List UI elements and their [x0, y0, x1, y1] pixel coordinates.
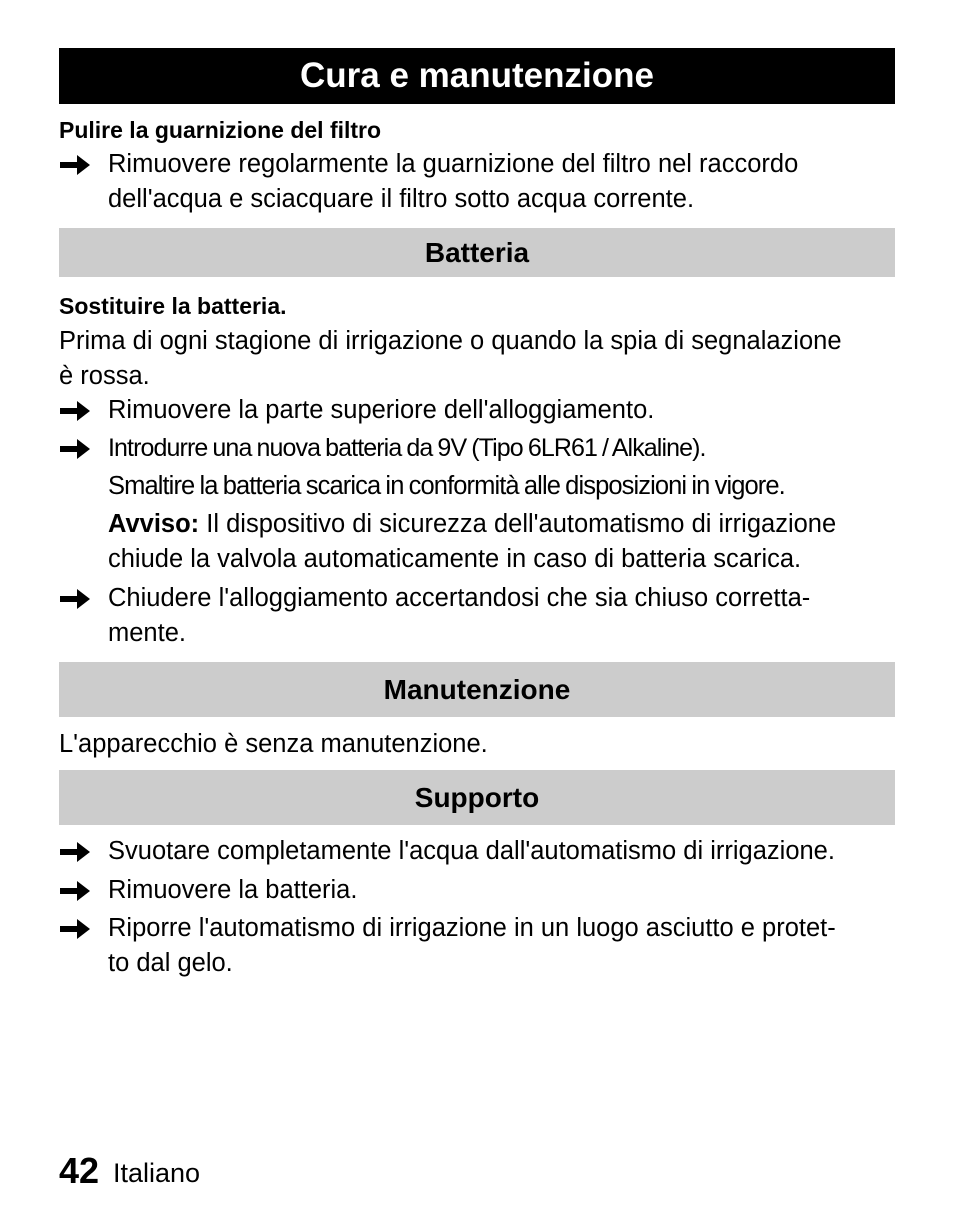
arrow-right-icon: [59, 154, 91, 176]
section-title-battery: Batteria: [59, 228, 895, 277]
warning-label: Avviso:: [108, 510, 200, 538]
warning-note: [108, 507, 836, 542]
arrow-right-icon: [59, 918, 91, 940]
warning-text: Il dispositivo di sicurezza dell'automatismo di irrigazione: [199, 510, 837, 538]
filter-heading: Pulire la guarnizione del filtro: [59, 117, 382, 143]
list-item-text: Rimuovere la batteria.: [108, 876, 358, 904]
page-number: 42: [59, 1150, 100, 1191]
battery-intro-line: è rossa.: [59, 362, 150, 390]
arrow-right-icon: [59, 588, 91, 610]
list-item-continuation: mente.: [108, 619, 186, 647]
list-item-continuation: dell'acqua e sciacquare il filtro sotto acqua corrente.: [108, 185, 695, 213]
list-item-text: Rimuovere regolarmente la guarnizione del filtro nel raccordo: [108, 150, 799, 178]
battery-intro-line: Prima di ogni stagione di irrigazione o quando la spia di segnalazione: [59, 327, 842, 355]
arrow-right-icon: [59, 841, 91, 863]
battery-heading: Sostituire la batteria.: [59, 293, 287, 319]
disposal-note: Smaltire la batteria scarica in conformità alle disposizioni in vigore.: [108, 472, 785, 500]
list-item-text: Svuotare completamente l'acqua dall'automatismo di irrigazione.: [108, 837, 835, 865]
section-title-storage: Supporto: [59, 770, 895, 825]
list-item-continuation: to dal gelo.: [108, 949, 233, 977]
footer-language: Italiano: [113, 1158, 201, 1188]
warning-note-continuation: chiude la valvola automaticamente in caso di batteria scarica.: [108, 545, 802, 573]
page-title: Cura e manutenzione: [59, 48, 895, 104]
arrow-right-icon: [59, 400, 91, 422]
maintenance-text: L'apparecchio è senza manutenzione.: [59, 730, 488, 758]
list-item-text: Chiudere l'alloggiamento accertandosi che sia chiuso corretta-: [108, 584, 811, 612]
arrow-right-icon: [59, 880, 91, 902]
section-title-maintenance: Manutenzione: [59, 662, 895, 717]
list-item-text: Riporre l'automatismo di irrigazione in un luogo asciutto e protet-: [108, 914, 836, 942]
list-item-text: Rimuovere la parte superiore dell'alloggiamento.: [108, 396, 655, 424]
arrow-right-icon: [59, 438, 91, 460]
list-item-text: Introdurre una nuova batteria da 9V (Tipo 6LR61 / Alkaline).: [108, 434, 706, 462]
